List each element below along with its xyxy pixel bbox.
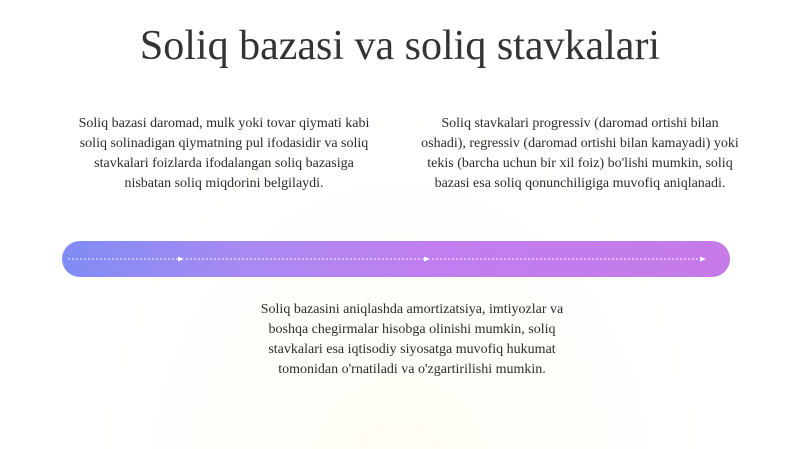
timeline-arrowhead-2	[424, 257, 430, 262]
timeline-bar	[62, 241, 730, 277]
slide-title: Soliq bazasi va soliq stavkalari	[139, 23, 661, 69]
paragraph-deductions: Soliq bazasini aniqlashda amortizatsiya, imtiyozlar va boshqa chegirmalar hisobga olinishi mumkin, soliq stavkalari esa iqtisodiy siyosatga muvofiq hukumat tomonidan o'rnatiladi va o'zgartirilishi mumkin.	[260, 302, 564, 377]
timeline-arrowhead-1	[178, 257, 184, 262]
paragraph-tax-rates: Soliq stavkalari progressiv (daromad ortishi bilan oshadi), regressiv (daromad ortishi bilan kamayadi) yoki tekis (barcha uchun bir xil foiz) bo'lishi mumkin, soliq bazasi esa soliq qonunchiligiga muvofiq aniqlanadi.	[421, 116, 739, 191]
paragraph-tax-base: Soliq bazasi daromad, mulk yoki tovar qiymati kabi soliq solinadigan qiymatning pul ifodasidir va soliq stavkalari foizlarda ifodalangan soliq bazasiga nisbatan soliq miqdorini belgilaydi.	[78, 116, 370, 191]
timeline-arrows	[62, 241, 730, 277]
timeline-arrowhead-3	[700, 257, 706, 262]
